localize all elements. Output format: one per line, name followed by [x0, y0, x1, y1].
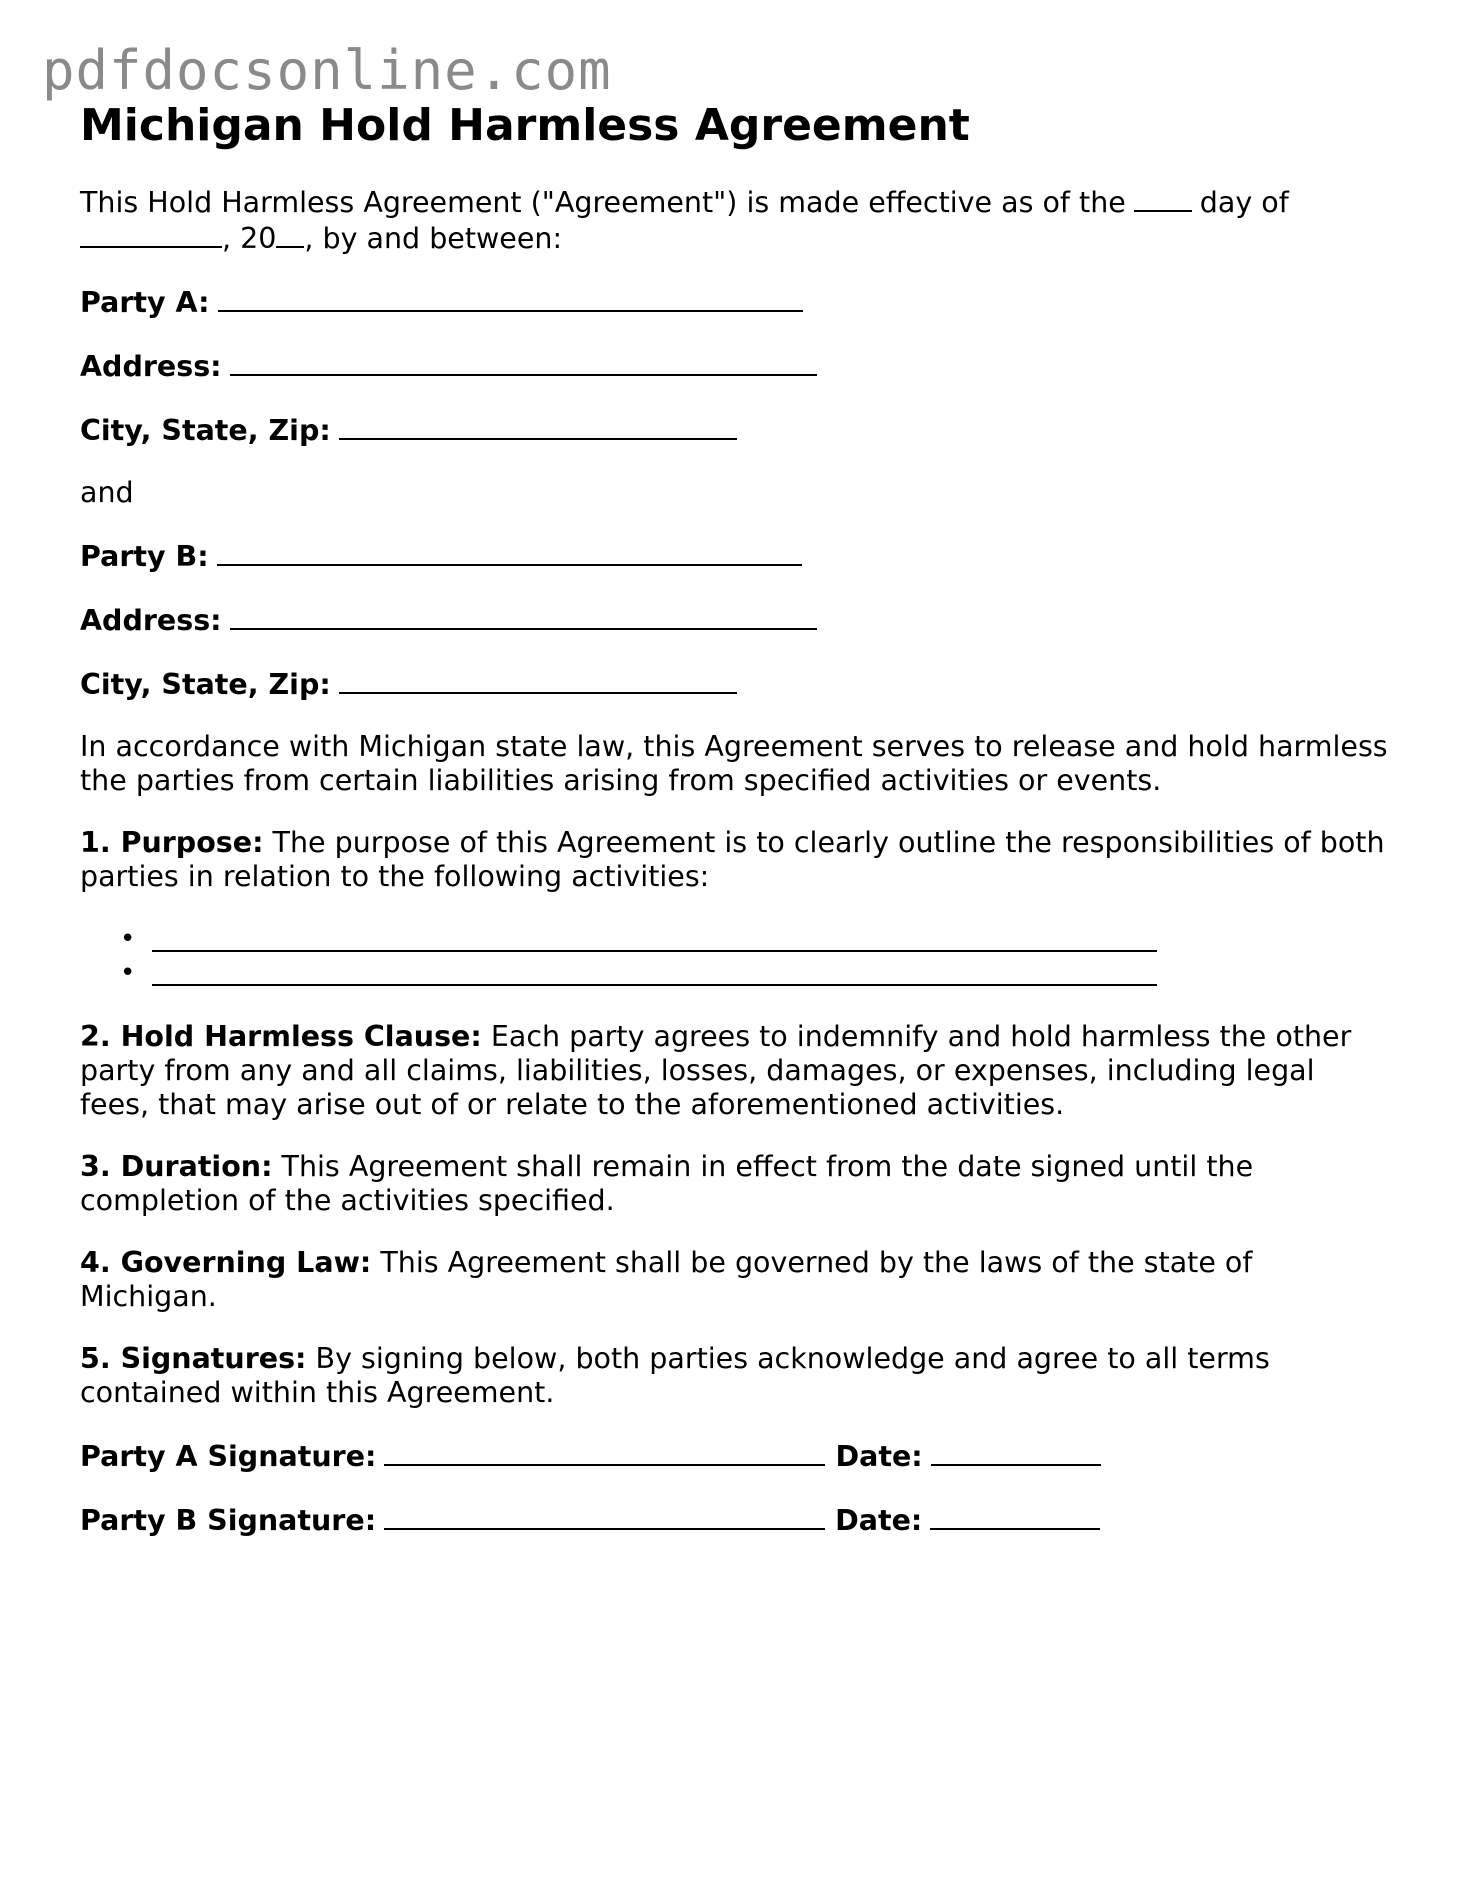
and-text: and — [80, 476, 134, 509]
party-b-signature-row — [80, 1502, 1390, 1538]
duration-heading: 3. Duration: — [80, 1150, 273, 1183]
party-a-signature-label: Party A Signature: — [80, 1440, 377, 1473]
day-blank[interactable] — [1134, 184, 1192, 212]
party-a-signature-blank[interactable] — [384, 1438, 825, 1466]
signatures-section — [80, 1342, 1390, 1410]
party-a-date-blank[interactable] — [931, 1438, 1101, 1466]
duration-section — [80, 1150, 1390, 1218]
party-a-label: Party A: — [80, 286, 210, 319]
governing-law-heading: 4. Governing Law: — [80, 1246, 372, 1279]
activity-blank[interactable] — [152, 924, 1157, 952]
party-a-name-field — [80, 284, 1390, 320]
party-a-city-label: City, State, Zip: — [80, 414, 331, 447]
party-b-name-field — [80, 538, 1390, 574]
activities-list — [80, 922, 1390, 990]
party-a-address-field — [80, 348, 1390, 384]
party-a-date-label: Date: — [835, 1440, 923, 1473]
intro-text-1: This Hold Harmless Agreement ("Agreement") is made effective as of the — [80, 186, 1126, 219]
party-b-address-blank[interactable] — [230, 602, 817, 630]
party-a-address-blank[interactable] — [230, 348, 817, 376]
signatures-heading: 5. Signatures: — [80, 1342, 307, 1375]
party-b-address-label: Address: — [80, 604, 222, 637]
bullet-icon: • — [120, 924, 136, 954]
list-item — [120, 956, 1390, 990]
party-b-city-blank[interactable] — [339, 666, 737, 694]
list-item — [120, 922, 1390, 956]
governing-law-section — [80, 1246, 1390, 1314]
party-b-city-label: City, State, Zip: — [80, 668, 331, 701]
party-b-signature-label: Party B Signature: — [80, 1504, 377, 1537]
intro-text-3: , 20 — [222, 222, 277, 255]
purpose-text: The purpose of this Agreement is to clearly outline the responsibilities of both parties in relation to the following activities: — [80, 826, 1385, 893]
year-blank[interactable] — [276, 220, 304, 248]
governing-law-text: This Agreement shall be governed by the laws of the state of Michigan. — [80, 1246, 1253, 1313]
intro-text-2: day of — [1199, 186, 1289, 219]
intro-text-4: , by and between: — [304, 222, 563, 255]
party-b-city-field — [80, 666, 1390, 702]
party-a-name-blank[interactable] — [218, 284, 803, 312]
hold-harmless-text: Each party agrees to indemnify and hold harmless the other party from any and all claims, liabilities, losses, damages, or expenses, including legal fees, that may arise out of or relate to the aforementioned activities. — [80, 1020, 1352, 1121]
signatures-text: By signing below, both parties acknowledge and agree to all terms contained within this Agreement. — [80, 1342, 1270, 1409]
activity-blank[interactable] — [152, 958, 1157, 986]
party-b-address-field — [80, 602, 1390, 638]
party-b-date-blank[interactable] — [930, 1502, 1100, 1530]
party-b-name-blank[interactable] — [217, 538, 802, 566]
document-title: Michigan Hold Harmless Agreement — [80, 100, 970, 151]
month-blank[interactable] — [80, 220, 222, 248]
party-a-city-field — [80, 412, 1390, 448]
purpose-section — [80, 826, 1390, 894]
party-a-address-label: Address: — [80, 350, 222, 383]
document-page — [80, 100, 1390, 1566]
hold-harmless-section — [80, 1020, 1390, 1122]
party-a-signature-row — [80, 1438, 1390, 1474]
party-a-city-blank[interactable] — [339, 412, 737, 440]
bullet-icon: • — [120, 958, 136, 988]
preamble-paragraph: In accordance with Michigan state law, this Agreement serves to release and hold harmless the parties from certain liabilities arising from specified activities or events. — [80, 730, 1388, 797]
purpose-heading: 1. Purpose: — [80, 826, 264, 859]
duration-text: This Agreement shall remain in effect from the date signed until the completion of the activities specified. — [80, 1150, 1254, 1217]
party-b-date-label: Date: — [835, 1504, 923, 1537]
watermark: pdfdocsonline.com — [42, 39, 612, 102]
party-b-label: Party B: — [80, 540, 209, 573]
intro-paragraph — [80, 184, 1390, 256]
hold-harmless-heading: 2. Hold Harmless Clause: — [80, 1020, 482, 1053]
party-b-signature-blank[interactable] — [384, 1502, 825, 1530]
